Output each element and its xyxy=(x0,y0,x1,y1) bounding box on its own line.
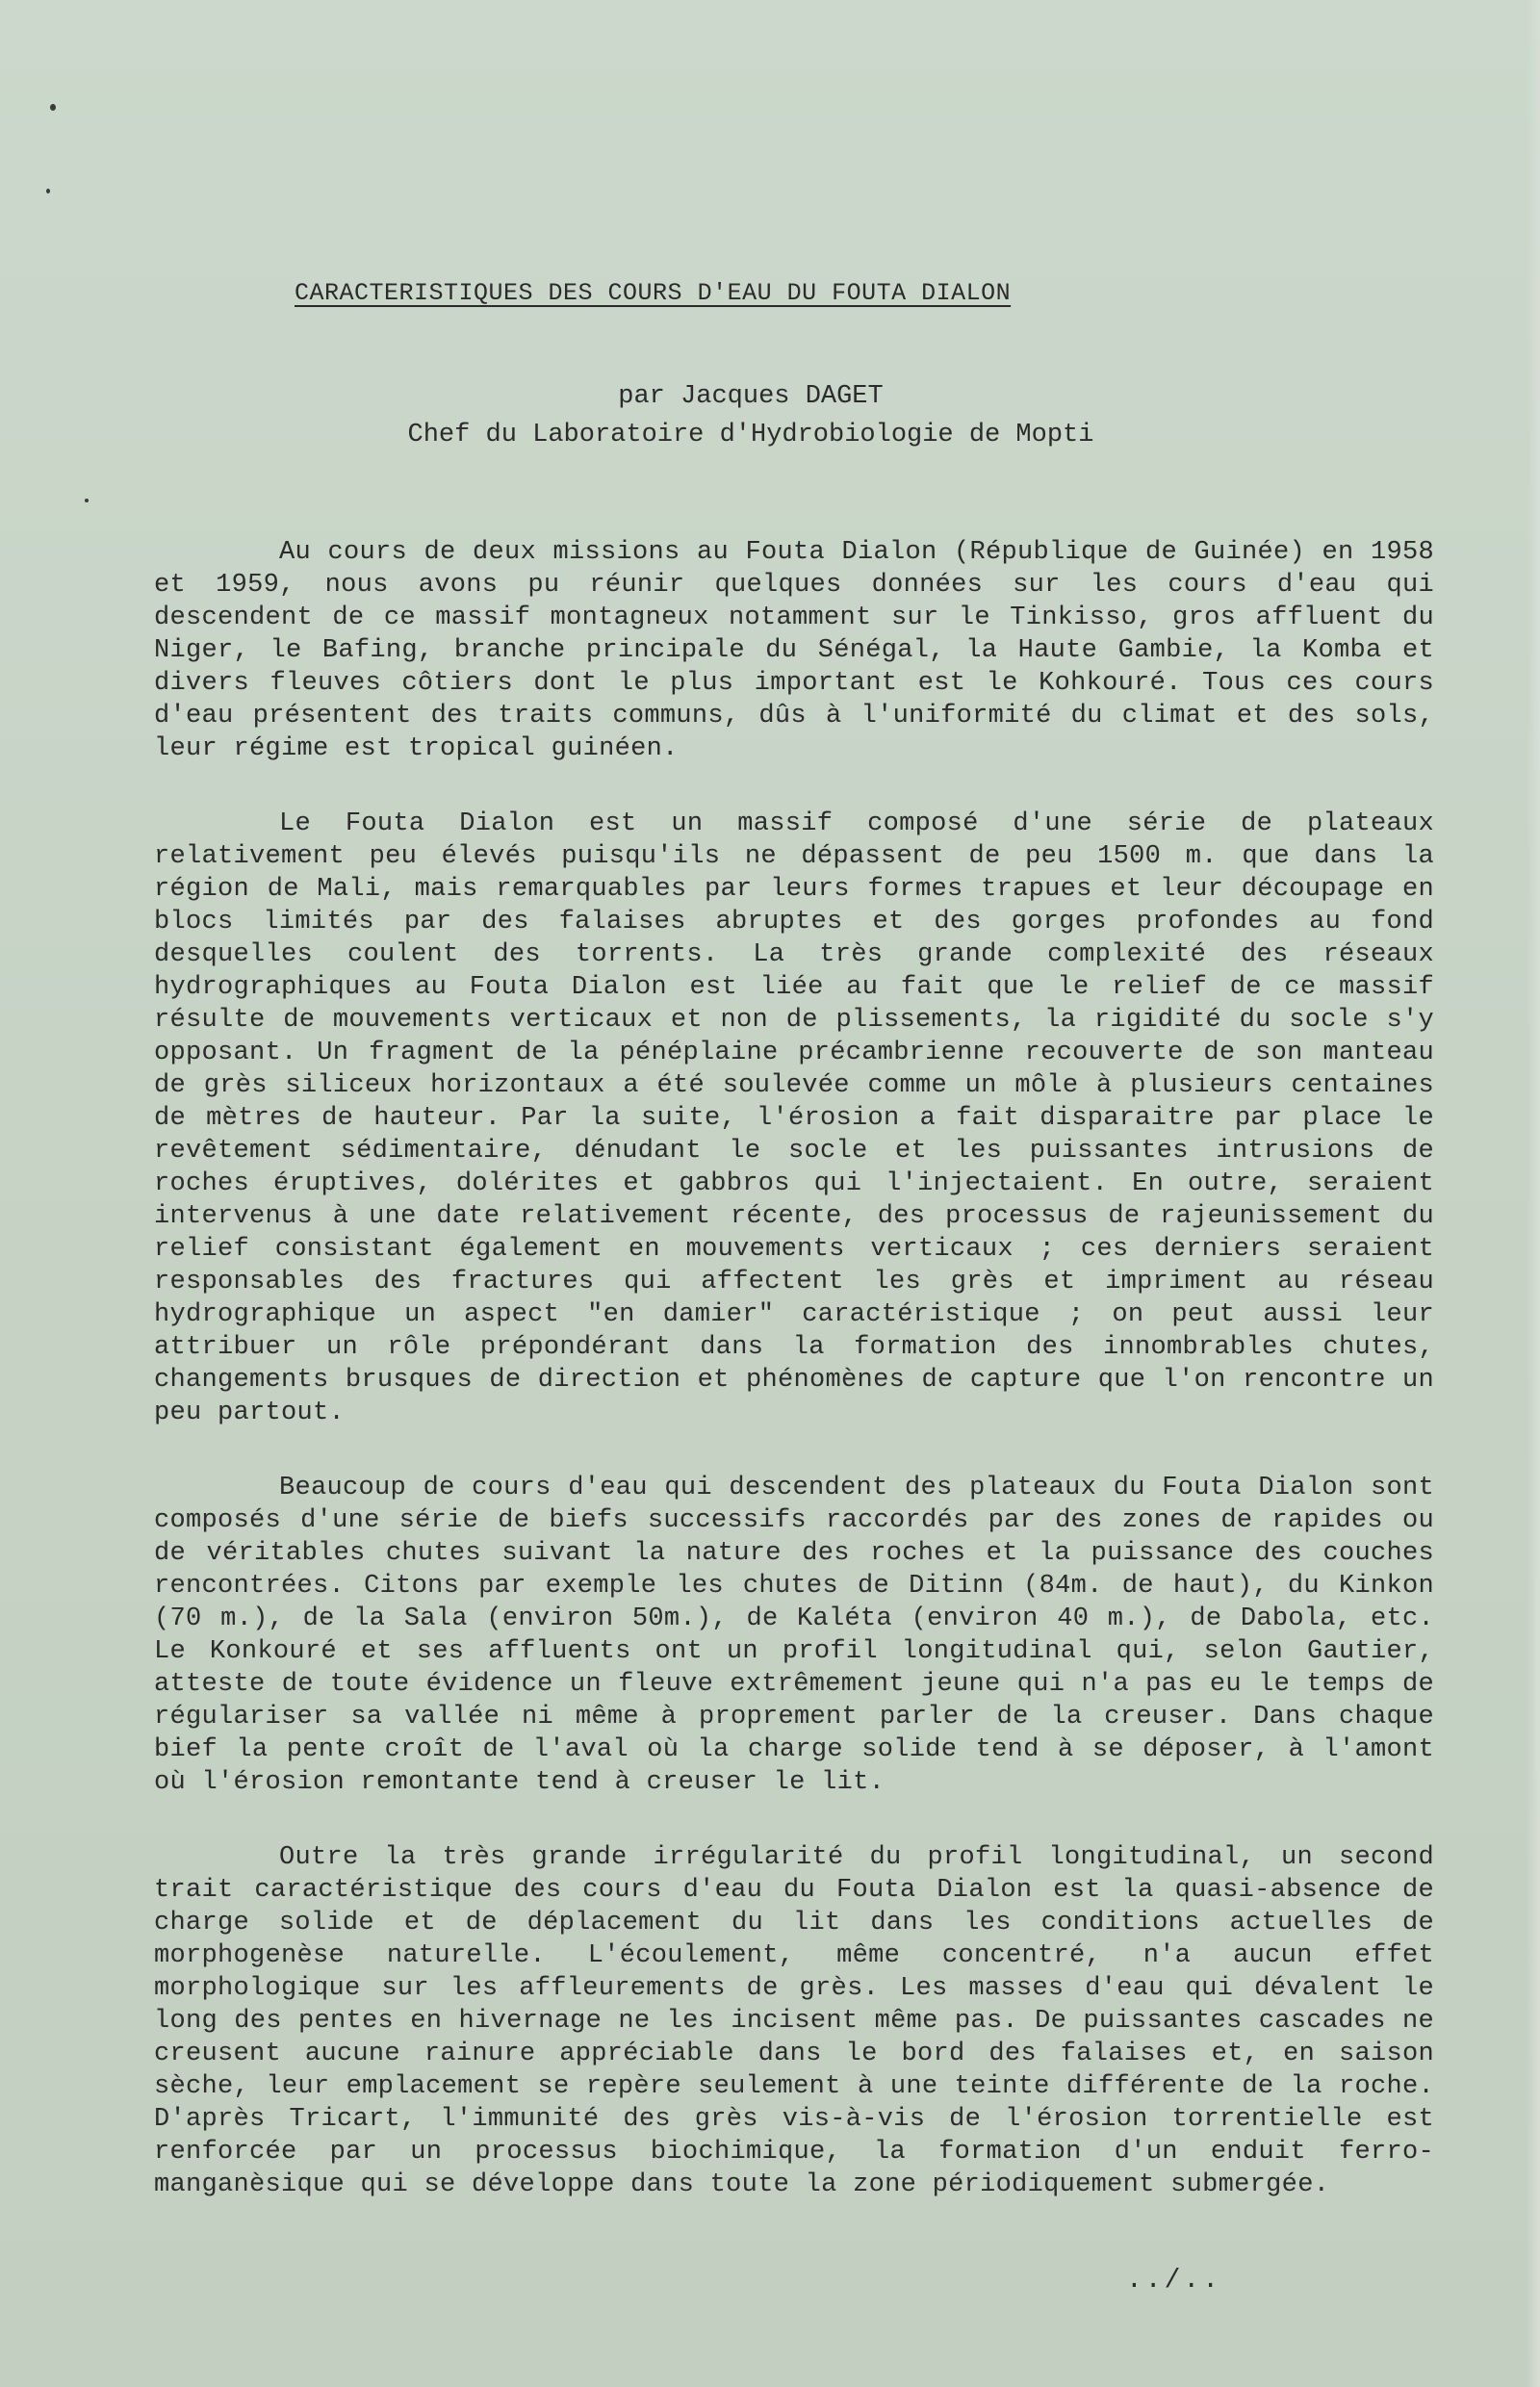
paper-speck xyxy=(85,499,89,502)
document-title: CARACTERISTIQUES DES COURS D'EAU DU FOUTA DIALON xyxy=(295,279,1012,307)
paragraph: Beaucoup de cours d'eau qui descendent des plateaux du Fouta Dialon sont composés d'une série de biefs successifs raccordés par des zones de rapides ou de véritables chutes suivant la nature des roches et la puissance des couches rencontrées. Citons par exemple les chutes de Ditinn (84m. de haut), du Kinkon (70 m.), de la Sala (environ 50m.), de Kaléta (environ 40 m.), de Dabola, etc. Le Konkouré et ses affluents ont un profil longitudinal qui, selon Gautier, atteste de toute évidence un fleuve extrêmement jeune qui n'a pas eu le temps de régulariser sa vallée ni même à proprement parler de la creuser. Dans chaque bief la pente croît de l'aval où la charge solide tend à se déposer, à l'amont où l'érosion remontante tend à creuser le lit. xyxy=(154,1474,1434,1797)
paper-speck xyxy=(50,104,56,111)
author-role: Chef du Laboratoire d'Hydrobiologie de Mopti xyxy=(407,421,1094,449)
author-block xyxy=(0,377,1502,454)
paper-edge xyxy=(1527,0,1540,2387)
page-continuation-marker: ../.. xyxy=(1126,2266,1222,2296)
paper-speck xyxy=(46,189,50,193)
document-body xyxy=(154,536,1434,2244)
paragraph: Le Fouta Dialon est un massif composé d'une série de plateaux relativement peu élevés puisqu'ils ne dépassent de peu 1500 m. que dans la région de Mali, mais remarquables par leurs formes trapues et leur découpage en blocs limités par des falaises abruptes et des gorges profondes au fond desquelles coulent des torrents. La très grande complexité des réseaux hydrographiques au Fouta Dialon est liée au fait que le relief de ce massif résulte de mouvements verticaux et non de plissements, la rigidité du socle s'y opposant. Un fragment de la pénéplaine précambrienne recouverte de son manteau de grès siliceux horizontaux a été soulevée comme un môle à plusieurs centaines de mètres de hauteur. Par la suite, l'érosion a fait disparaitre par place le revêtement sédimentaire, dénudant le socle et les puissantes intrusions de roches éruptives, dolérites et gabbros qui l'injectaient. En outre, seraient intervenus à une date relativement récente, des processus de rajeunissement du relief consistant également en mouvements verticaux ; ces derniers seraient responsables des fractures qui affectent les grès et impriment au réseau hydrographique un aspect "en damier" caractéristique ; on peut aussi leur attribuer un rôle prépondérant dans la formation des innombrables chutes, changements brusques de direction et phénomènes de capture que l'on rencontre un peu partout. xyxy=(154,809,1434,1427)
author-name: par Jacques DAGET xyxy=(618,382,884,411)
paragraph: Outre la très grande irrégularité du profil longitudinal, un second trait caractéristique des cours d'eau du Fouta Dialon est la quasi-absence de charge solide et de déplacement du lit dans les conditions actuelles de morphogenèse naturelle. L'écoulement, même concentré, n'a aucun effet morphologique sur les affleurements de grès. Les masses d'eau qui dévalent le long des pentes en hivernage ne les incisent même pas. De puissantes cascades ne creusent aucune rainure appréciable dans le bord des falaises et, en saison sèche, leur emplacement se repère seulement à une teinte différente de la roche. D'après Tricart, l'immunité des grès vis-à-vis de l'érosion torrentielle est renforcée par un processus biochimique, la formation d'un enduit ferro-manganèsique qui se développe dans toute la zone périodiquement submergée. xyxy=(154,1843,1434,2199)
paragraph: Au cours de deux missions au Fouta Dialon (République de Guinée) en 1958 et 1959, nous avons pu réunir quelques données sur les cours d'eau qui descendent de ce massif montagneux notamment sur le Tinkisso, gros affluent du Niger, le Bafing, branche principale du Sénégal, la Haute Gambie, la Komba et divers fleuves côtiers dont le plus important est le Kohkouré. Tous ces cours d'eau présentent des traits communs, dûs à l'uniformité du climat et des sols, leur régime est tropical guinéen. xyxy=(154,538,1434,763)
